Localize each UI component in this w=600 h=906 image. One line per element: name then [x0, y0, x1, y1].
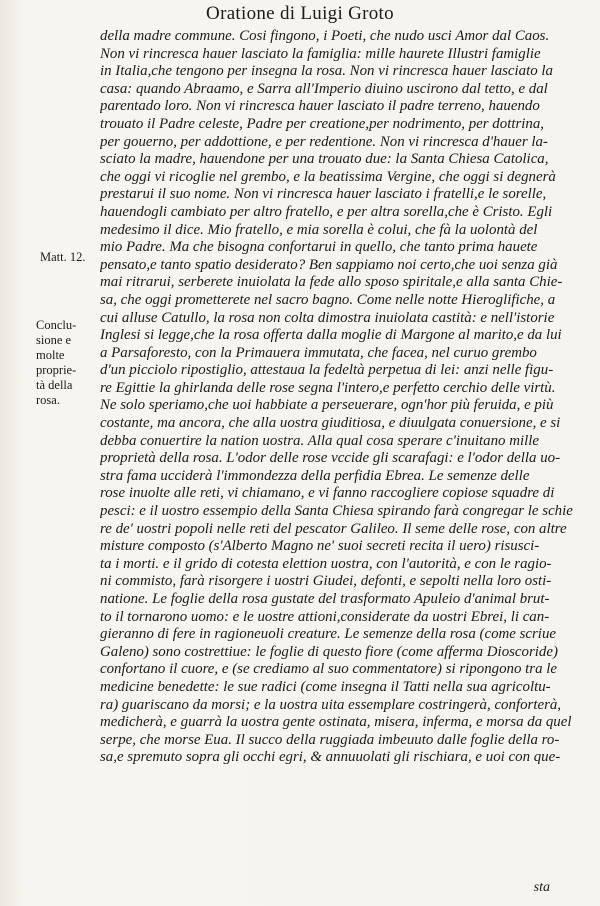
text-line: d'un picciolo ripostiglio, attestaua la fedeltà perpetua di lei: anzi nelle figu-: [100, 362, 554, 379]
text-line: prestarui il suo nome. Non vi rincresca hauer lasciato i fratelli,e le sorelle,: [100, 186, 547, 203]
text-line: sa, che oggi prometterete nel sacro bagno. Come nelle notte Hieroglifiche, a: [100, 291, 556, 308]
text-line: trouato il Padre celeste, Padre per creatione,per nodrimento, per dottrina,: [100, 115, 545, 132]
text-line: confortano il cuore, e (se crediamo al suo commentatore) si ripongono tra le: [100, 661, 557, 678]
text-line: ra) guariscano da morsi; e la uostra uita essemplare costringerà, conforterà,: [100, 696, 562, 713]
text-line: natione. Le foglie della rosa gustate del trasformato Apuleio d'animal brut-: [100, 591, 550, 607]
text-line: proprietà della rosa. L'odor delle rose vccide gli scarafagi: e l'odor della uo-: [100, 450, 561, 467]
text-line: re Egittie la ghirlanda delle rose segna l'intero,e perfetto cerchio delle virtù.: [100, 379, 556, 396]
margin-note-line: proprie-: [36, 363, 77, 377]
text-line: costante, ma ancora, che alla uostra giuditiosa, e diuulgata conuersione, e si: [100, 415, 561, 432]
text-line: misture composto (s'Alberto Magno ne' suoi secreti recita il uero) risusci-: [100, 538, 540, 555]
margin-citation: [40, 250, 100, 265]
margin-note-line: tà della: [36, 378, 73, 392]
margin-note-line: rosa.: [36, 393, 60, 407]
text-line: sciato la madre, hauendone per una trouato due: la Santa Chiesa Catolica,: [100, 151, 549, 168]
text-line: casa: quando Abraamo, e Sarra all'Imperio diuino uscirono dal tetto, e dal: [100, 80, 548, 97]
text-line: sa,e spremuto sopra gli occhi egri, & annuuolati gli rischiara, e uoi con que-: [100, 749, 561, 766]
text-line: re de' uostri popoli nelle reti del pescator Galileo. Il seme delle rose, con altre: [100, 520, 567, 537]
text-line: stra fama ucciderà l'immondezza della perfidia Ebrea. Le semenze delle: [100, 467, 530, 484]
text-line: pesci: e il uostro essempio della Santa Chiesa spirando farà congregar le schie: [100, 503, 573, 520]
text-line: rose inuolte alle reti, vi chiamano, e vi fanno raccogliere copiose squadre di: [100, 485, 555, 502]
margin-note-conclusion: [36, 318, 96, 408]
text-line: ni commisto, farà risorgere i uostri Giudei, defonti, e sepolti nella loro osti-: [100, 573, 552, 590]
text-line: per gouerno, per addottione, e per redentione. Non vi rincresca d'hauer la-: [100, 133, 548, 150]
text-line: to il tornarono uomo: e le uostre attioni,considerate da uostri Ebrei, li can-: [100, 608, 550, 625]
text-line: Non vi rincresca hauer lasciato la famiglia: mille haurete Illustri famiglie: [100, 45, 541, 62]
margin-note-line: sione e: [36, 333, 72, 347]
text-line: parentado loro. Non vi rincresca hauer lasciato il padre terreno, hauendo: [100, 98, 540, 115]
text-line: pensato,e tanto spatio desiderato? Ben sappiamo noi certo,che uoi senza già: [100, 256, 558, 273]
text-line: che oggi vi ricoglie nel grembo, e la beatissima Vergine, che oggi si degnerà: [100, 168, 556, 185]
body-text: [100, 28, 582, 767]
text-line: hauendogli cambiato per altro fratello, e per altra sorella,che è Cristo. Egli: [100, 203, 553, 220]
margin-note-line: Conclu-: [36, 318, 77, 332]
margin-citation-text: Matt. 12.: [40, 250, 86, 264]
text-line: debba conuertire la nation uostra. Alla qual cosa sperare c'inuitano mille: [100, 432, 539, 449]
text-line: medesimo il dice. Mio fratello, e mia sorella è colui, che fà la uolontà del: [100, 221, 538, 238]
text-line: a Parsaforesto, con la Primauera immutata, che facea, nel curuo grembo: [100, 344, 537, 361]
text-line: medicine benedette: le sue radici (come insegna il Tatti nella sua agricoltu-: [100, 678, 551, 695]
text-line: gieranno di fere in ragioneuoli creature. Le semenze della rosa (come scriue: [100, 626, 557, 643]
text-line: serpe, che morse Eua. Il succo della ruggiada imbeuuto dalle foglie della ro-: [100, 731, 560, 748]
text-line: mio Padre. Ma che bisogna confortarui in quello, che tanto prima hauete: [100, 239, 538, 256]
text-line: cui alluse Catullo, la rosa non colta dimostra inuiolata castità: e nell'istorie: [100, 309, 555, 326]
text-line: Galeno) sono costrettiue: le foglie di questo fiore (come afferma Dioscoride): [100, 643, 558, 660]
margin-note-line: molte: [36, 348, 65, 362]
text-line: Ne solo speriamo,che uoi habbiate a perseuerare, ogn'hor più feruida, e più: [100, 397, 554, 414]
text-line: medicherà, e guarrà la uostra gente ostinata, misera, inferma, e morsa da quel: [100, 714, 572, 731]
text-line: in Italia,che tengono per insegna la rosa. Non vi rincresca hauer lasciato la: [100, 63, 554, 80]
text-line: Inglesi si legge,che la rosa offerta dalla moglie di Margone al marito,e da lui: [100, 327, 562, 344]
running-head: Oratione di Luigi Groto: [206, 3, 394, 24]
text-line: della madre commune. Cosi fingono, i Poeti, che nudo usci Amor dal Caos.: [100, 28, 550, 44]
text-line: mai ritrarui, serberete inuiolata la fede allo sposo spiritale,e alla santa Chie-: [100, 274, 563, 291]
text-line: ta i morti. e il grido di cotesta elettion uostra, con l'autorità, e con le ragio-: [100, 555, 552, 572]
catchword: sta: [533, 880, 550, 895]
